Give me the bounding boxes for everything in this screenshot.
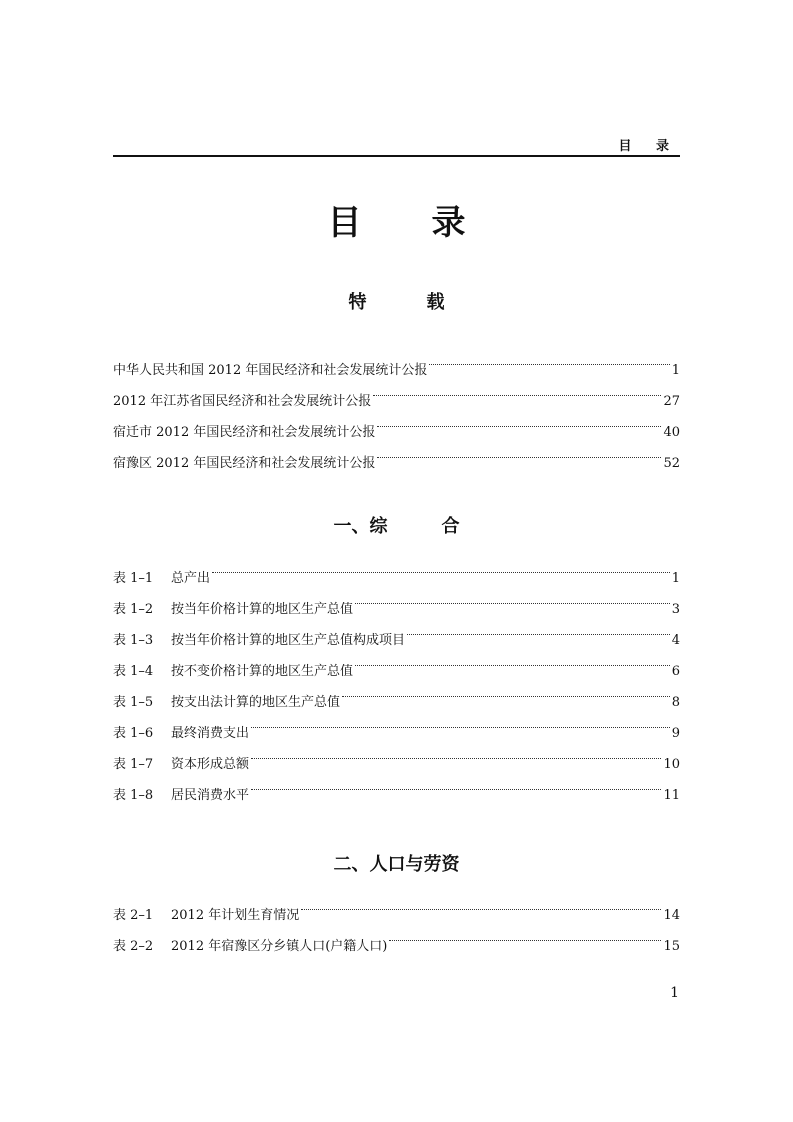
toc-entry-page: 52 xyxy=(663,456,680,471)
toc-entry[interactable] xyxy=(113,355,680,386)
toc-list-population xyxy=(113,900,680,962)
toc-entry-page: 40 xyxy=(663,425,680,440)
dot-leader xyxy=(373,395,661,396)
toc-entry[interactable] xyxy=(113,594,680,625)
toc-entry[interactable] xyxy=(113,656,680,687)
toc-entry-page: 27 xyxy=(663,394,680,409)
toc-entry-title: 按不变价格计算的地区生产总值 xyxy=(171,664,354,679)
toc-entry-page: 14 xyxy=(663,908,680,923)
dot-leader xyxy=(355,665,670,666)
toc-entry[interactable] xyxy=(113,687,680,718)
toc-entry-code: 表 1–4 xyxy=(113,664,154,679)
toc-entry-page: 9 xyxy=(671,726,680,741)
toc-entry-page: 10 xyxy=(663,757,680,772)
dot-leader xyxy=(251,727,670,728)
dot-leader xyxy=(251,758,661,759)
dot-leader xyxy=(377,457,661,458)
dot-leader xyxy=(212,572,670,573)
toc-entry[interactable] xyxy=(113,931,680,962)
toc-entry[interactable] xyxy=(113,448,680,479)
toc-entry-title: 宿豫区 2012 年国民经济和社会发展统计公报 xyxy=(113,456,376,471)
section-heading-population: 二、人口与劳资 xyxy=(333,854,460,875)
toc-entry-title: 中华人民共和国 2012 年国民经济和社会发展统计公报 xyxy=(113,363,428,378)
toc-entry-title: 居民消费水平 xyxy=(171,788,250,803)
toc-entry-code: 表 1–2 xyxy=(113,602,154,617)
toc-entry-title: 资本形成总额 xyxy=(171,757,250,772)
running-header: 目 录 xyxy=(618,139,679,154)
toc-entry-page: 8 xyxy=(671,695,680,710)
dot-leader xyxy=(407,634,670,635)
toc-entry[interactable] xyxy=(113,718,680,749)
toc-entry-title: 2012 年计划生育情况 xyxy=(171,908,300,923)
header-rule xyxy=(113,155,680,157)
dot-leader xyxy=(342,696,670,697)
toc-entry-code: 表 1–7 xyxy=(113,757,154,772)
dot-leader xyxy=(389,940,661,941)
section-heading-general xyxy=(0,512,793,538)
toc-entry-title: 2012 年宿豫区分乡镇人口(户籍人口) xyxy=(171,939,388,954)
toc-entry-code: 表 2–2 xyxy=(113,939,154,954)
section-heading-general-suffix: 合 xyxy=(441,516,460,537)
dot-leader xyxy=(429,364,669,365)
toc-entry-page: 1 xyxy=(671,571,680,586)
toc-entry[interactable] xyxy=(113,749,680,780)
dot-leader xyxy=(377,426,661,427)
toc-list-special xyxy=(113,355,680,479)
dot-leader xyxy=(301,909,661,910)
toc-entry-title: 总产出 xyxy=(171,571,211,586)
section-heading-general-prefix: 一、综 xyxy=(333,516,388,537)
dot-leader xyxy=(355,603,670,604)
toc-entry-code: 表 1–8 xyxy=(113,788,154,803)
toc-entry-title: 按支出法计算的地区生产总值 xyxy=(171,695,341,710)
section-heading-special: 特载 xyxy=(348,292,505,313)
toc-entry-title: 按当年价格计算的地区生产总值构成项目 xyxy=(171,633,406,648)
page-title: 目录 xyxy=(327,203,536,243)
toc-entry-page: 4 xyxy=(671,633,680,648)
toc-entry[interactable] xyxy=(113,780,680,811)
toc-entry-code: 表 1–3 xyxy=(113,633,154,648)
toc-entry-code: 表 1–6 xyxy=(113,726,154,741)
toc-entry-code: 表 1–5 xyxy=(113,695,154,710)
toc-entry-title: 按当年价格计算的地区生产总值 xyxy=(171,602,354,617)
toc-entry-code: 表 1–1 xyxy=(113,571,154,586)
toc-entry-code: 表 2–1 xyxy=(113,908,154,923)
toc-entry[interactable] xyxy=(113,563,680,594)
toc-entry-page: 6 xyxy=(671,664,680,679)
toc-entry[interactable] xyxy=(113,900,680,931)
toc-entry-page: 1 xyxy=(671,363,680,378)
toc-entry[interactable] xyxy=(113,417,680,448)
toc-entry-title: 2012 年江苏省国民经济和社会发展统计公报 xyxy=(113,394,372,409)
toc-entry-title: 最终消费支出 xyxy=(171,726,250,741)
toc-entry-page: 3 xyxy=(671,602,680,617)
toc-entry-page: 11 xyxy=(663,788,680,803)
toc-entry[interactable] xyxy=(113,625,680,656)
toc-entry-page: 15 xyxy=(663,939,680,954)
toc-entry[interactable] xyxy=(113,386,680,417)
page-number: 1 xyxy=(670,985,679,1001)
dot-leader xyxy=(251,789,661,790)
toc-entry-title: 宿迁市 2012 年国民经济和社会发展统计公报 xyxy=(113,425,376,440)
toc-list-general xyxy=(113,563,680,811)
